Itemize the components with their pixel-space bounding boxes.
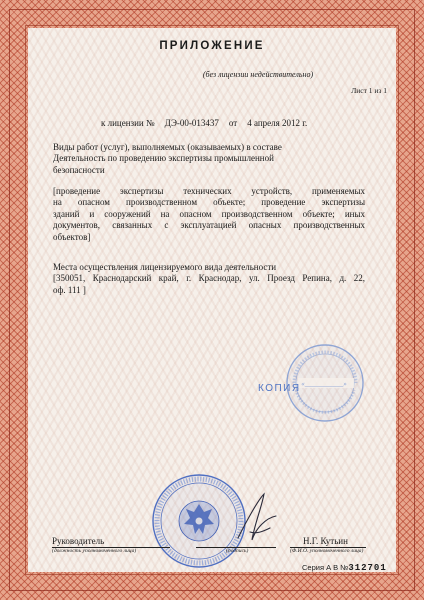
emblem-icon xyxy=(193,515,205,527)
series-number xyxy=(302,563,387,573)
places-paragraph xyxy=(53,262,365,296)
signatory-position: Руководитель xyxy=(52,536,105,546)
places-line: оф. 111 ] xyxy=(53,284,86,295)
document-subtitle: (без лицензии недействительно) xyxy=(202,70,314,79)
works-line: безопасности xyxy=(53,164,105,175)
license-date-prefix: от xyxy=(228,118,238,128)
scope-line: объектов] xyxy=(53,231,91,242)
signatory-position-caption: (должность уполномоченного лица) xyxy=(52,548,137,554)
sheet-number: Лист 1 из 1 xyxy=(351,86,387,95)
scope-line: на опасном производственном объекте; проведение экспертизы xyxy=(53,197,365,208)
places-line: Места осуществления лицензируемого вида деятельности xyxy=(53,262,277,272)
signatory-name: Н.Г. Кутьин xyxy=(303,536,348,546)
license-date: 4 апреля 2012 г. xyxy=(247,118,308,128)
works-line: Деятельность по проведению экспертизы промышленной xyxy=(53,153,274,164)
series-label: Серия А В № xyxy=(302,563,349,572)
signature-caption: (подпись) xyxy=(226,548,249,554)
scope-paragraph xyxy=(53,186,365,243)
license-line xyxy=(101,118,307,128)
works-line: Виды работ (услуг), выполняемых (оказываемых) в составе xyxy=(53,142,282,152)
svg-text:«___________»: «___________» xyxy=(301,380,347,388)
license-number: ДЭ-00-013437 xyxy=(164,118,219,128)
scope-line: [проведение экспертизы технических устройств, применяемых xyxy=(53,186,365,196)
signatory-name-caption: (Ф.И.О. уполномоченного лица) xyxy=(290,548,364,554)
scope-line: документов, связанных с эксплуатацией опасных производственных xyxy=(53,220,365,231)
document-title: ПРИЛОЖЕНИЕ xyxy=(159,40,265,52)
scope-line: зданий и сооружений на опасном производственном объекте; иных xyxy=(53,208,365,219)
license-prefix: к лицензии № xyxy=(101,118,155,128)
series-value: 312701 xyxy=(348,563,387,573)
works-paragraph xyxy=(53,142,365,176)
signature-icon xyxy=(232,488,280,550)
places-line: [350051, Краснодарский край, г. Краснодар, ул. Проезд Репина, д. 22, xyxy=(53,273,365,284)
copy-stamp-label: КОПИЯ xyxy=(258,383,301,394)
